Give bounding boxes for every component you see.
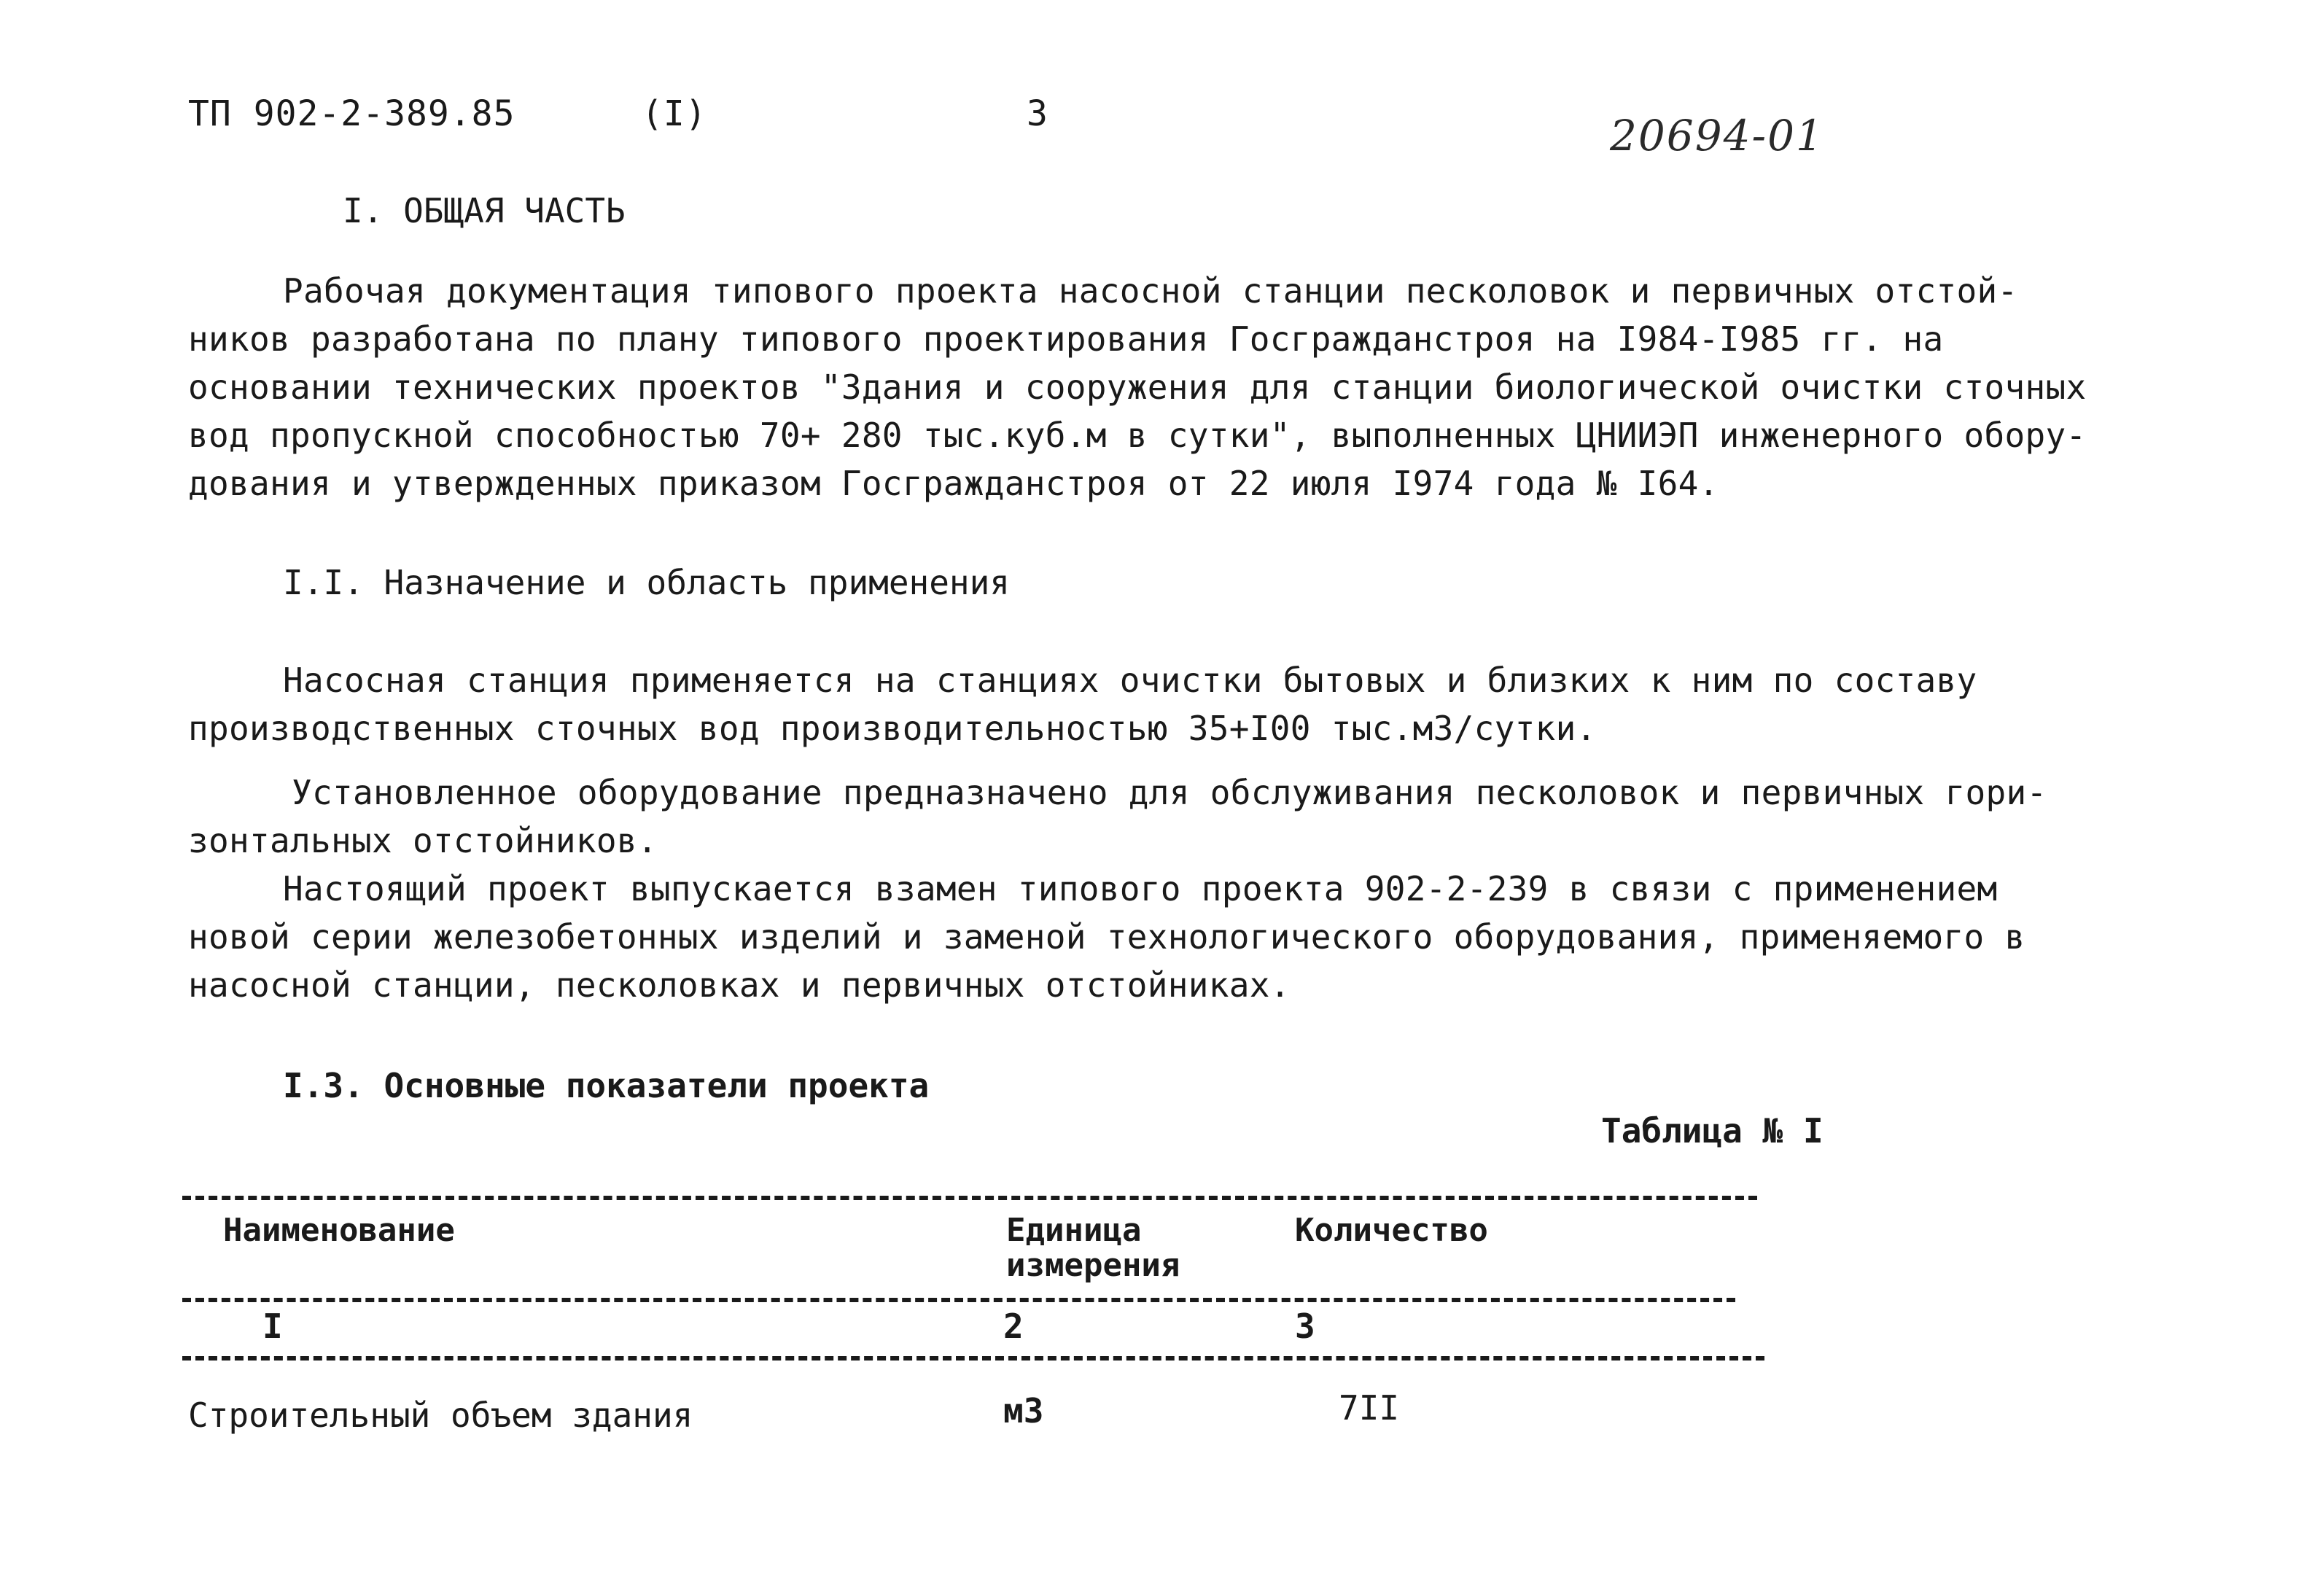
paragraph-line: основании технических проектов "Здания и сооружения для станции биологической очистки сточных — [188, 367, 2087, 407]
archive-number: 20694-01 — [1610, 111, 1824, 160]
table-rule-middle — [182, 1298, 1735, 1302]
table-caption: Таблица № I — [1601, 1111, 1824, 1151]
page-number: 3 — [1027, 93, 1048, 134]
table-header-quantity: Количество — [1295, 1212, 1488, 1249]
paragraph-line: производственных сточных вод производительностью 35+I00 тыс.м3/сутки. — [188, 709, 1597, 748]
table-column-number: I — [262, 1307, 283, 1346]
volume-number: (I) — [642, 93, 707, 134]
paragraph-line: вод пропускной способностью 70+ 280 тыс.куб.м в сутки", выполненных ЦНИИЭП инженерного обору- — [188, 416, 2087, 455]
table-rule-bottom — [182, 1356, 1764, 1361]
table-cell-unit: м3 — [1003, 1391, 1044, 1430]
paragraph-line: Установленное оборудование предназначено для обслуживания песколовок и первичных гори- — [292, 773, 2047, 812]
paragraph-line: Рабочая документация типового проекта насосной станции песколовок и первичных отстой- — [283, 271, 2018, 311]
section-title-indicators: I.3. Основные показатели проекта — [283, 1066, 930, 1105]
paragraph-line: дования и утвержденных приказом Госгражданстроя от 22 июля I974 года № I64. — [188, 464, 1719, 503]
paragraph-line: насосной станции, песколовках и первичных отстойниках. — [188, 965, 1291, 1005]
table-cell-name: Строительный объем здания — [188, 1395, 693, 1435]
table-rule-top — [182, 1196, 1757, 1200]
table-header-unit-line2: измерения — [1006, 1247, 1180, 1284]
table-header-name: Наименование — [223, 1212, 455, 1249]
table-column-number: 3 — [1295, 1307, 1315, 1346]
document-code: ТП 902-2-389.85 — [188, 93, 515, 134]
table-cell-value: 7II — [1339, 1388, 1400, 1428]
table-column-number: 2 — [1003, 1307, 1024, 1346]
section-title-general: I. ОБЩАЯ ЧАСТЬ — [343, 191, 626, 230]
table-header-unit: Единица — [1006, 1212, 1142, 1249]
paragraph-line: Настоящий проект выпускается взамен типового проекта 902-2-239 в связи с применением — [283, 869, 1998, 908]
paragraph-line: Насосная станция применяется на станциях очистки бытовых и близких к ним по составу — [283, 661, 1977, 700]
paragraph-line: ников разработана по плану типового проектирования Госгражданстроя на I984-I985 гг. на — [188, 319, 1944, 359]
paragraph-line: зонтальных отстойников. — [188, 821, 658, 860]
section-title-purpose: I.I. Назначение и область применения — [283, 563, 1010, 602]
paragraph-line: новой серии железобетонных изделий и заменой технологического оборудования, применяемого в — [188, 917, 2025, 957]
